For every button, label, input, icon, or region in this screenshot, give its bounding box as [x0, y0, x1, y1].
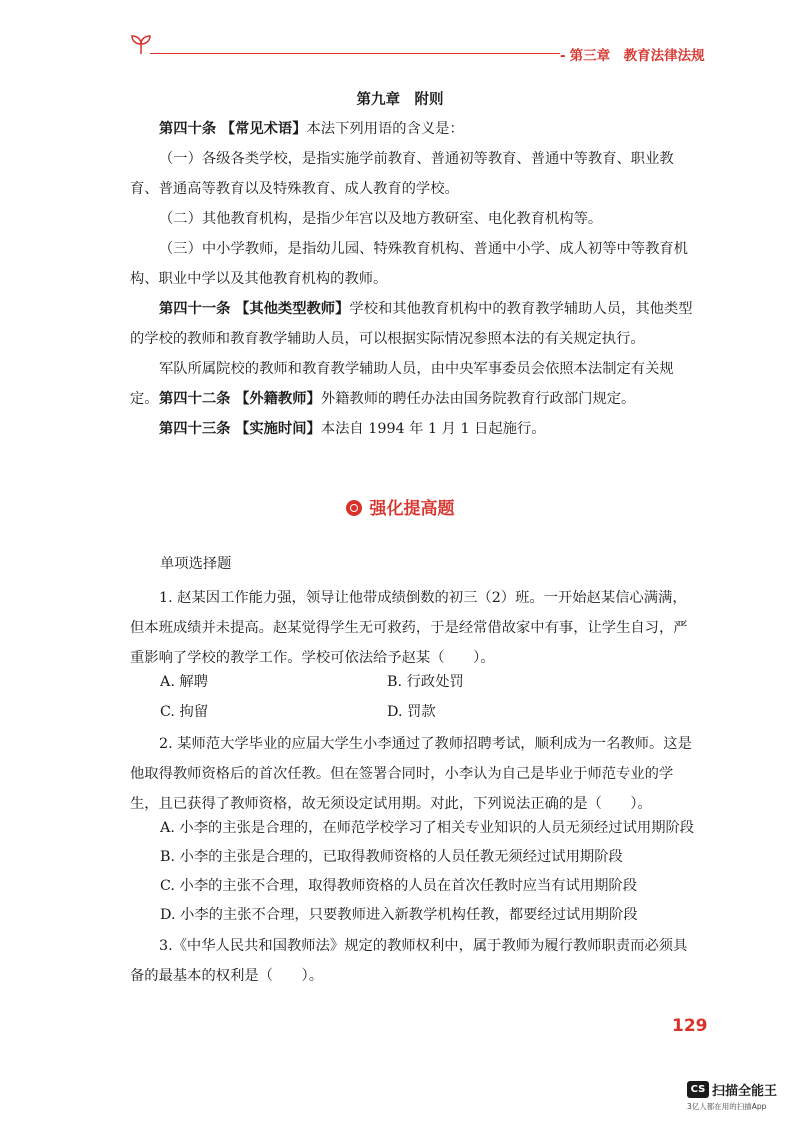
- article-number: 第四十二条: [159, 391, 231, 407]
- header-chapter-label: 第三章 教育法律法规: [569, 48, 705, 64]
- q2-option-d: D. 小李的主张不合理，只要教师进入新教学机构任教，都要经过试用期阶段: [160, 907, 638, 923]
- target-icon: [346, 500, 362, 516]
- chapter-title: 第九章 附则: [356, 92, 444, 108]
- q2-option-c: C. 小李的主张不合理，取得教师资格的人员在首次任教时应当有试用期阶段: [160, 878, 638, 894]
- q2-option-a: A. 小李的主张是合理的，在师范学校学习了相关专业知识的人员无须经过试用期阶段: [160, 820, 695, 836]
- article-40-item-2: （二）其他教育机构，是指少年宫以及地方教研室、电化教育机构等。: [159, 211, 603, 227]
- article-40-item-1: （一）各级各类学校，是指实施学前教育、普通初等教育、普通中等教育、职业教育、普通高等教育以及特殊教育、成人教育的学校。: [130, 151, 674, 197]
- q1-option-c: C. 拘留: [160, 704, 209, 720]
- section-heading: [0, 494, 800, 519]
- question-3-stem: 3.《中华人民共和国教师法》规定的教师权利中，属于教师为履行教师职责而必须具备的最基本的权利是（ ）。: [130, 938, 688, 984]
- header-dash: -: [560, 48, 566, 64]
- watermark-app-name: 扫描全能王: [712, 1084, 778, 1099]
- article-title: 【常见术语】: [220, 121, 307, 137]
- question-2-stem: 2. 某师范大学毕业的应届大学生小李通过了教师招聘考试，顺利成为一名教师。这是他取得教师资格后的首次任教。但在签署合同时，小李认为自己是毕业于师范专业的学生，且已获得了教师资格，故无须设定试用期。对此，下列说法正确的是（ ）。: [130, 736, 692, 812]
- header-rule: [150, 53, 560, 54]
- article-42: [130, 384, 700, 414]
- article-number: 第四十条: [159, 121, 217, 137]
- article-number: 第四十一条: [159, 301, 231, 317]
- article-text: 本法下列用语的含义是：: [306, 121, 464, 137]
- page-number: 129: [672, 1016, 708, 1036]
- article-40-item-3: （三）中小学教师，是指幼儿园、特殊教育机构、普通中小学、成人初等中等教育机构、职业中学以及其他教育机构的教师。: [130, 241, 688, 287]
- article-text: 外籍教师的聘任办法由国务院教育行政部门规定。: [320, 391, 636, 407]
- question-1-stem: 1. 赵某因工作能力强，领导让他带成绩倒数的初三（2）班。一开始赵某信心满满，但本班成绩并未提高。赵某觉得学生无可救药，于是经常借故家中有事，让学生自习，严重影响了学校的教学工作。学校可依法给予赵某（ ）。: [130, 590, 688, 666]
- article-number: 第四十三条: [159, 421, 231, 437]
- article-title: 【外籍教师】: [235, 391, 321, 407]
- article-43: [130, 414, 700, 444]
- question-type-label: 单项选择题: [160, 556, 232, 572]
- q1-option-a: A. 解聘: [160, 674, 209, 690]
- q1-option-b: B. 行政处罚: [387, 674, 464, 690]
- camscanner-logo-icon: CS: [687, 1081, 709, 1098]
- article-title: 【实施时间】: [235, 421, 321, 437]
- article-40: [130, 114, 700, 144]
- article-text: 学校和其他教育机构中的教育教学辅助人员，其他类型的学校的教师和教育教学辅助人员，可以根据实际情况参照本法的有关规定执行。: [130, 301, 693, 347]
- article-41-extra: 军队所属院校的教师和教育教学辅助人员，由中央军事委员会依照本法制定有关规定。: [130, 361, 674, 407]
- q2-option-b: B. 小李的主张是合理的，已取得教师资格的人员任教无须经过试用期阶段: [160, 849, 623, 865]
- q1-option-d: D. 罚款: [387, 704, 436, 720]
- header-chapter-title: [560, 44, 705, 64]
- watermark-tagline: 3亿人都在用的扫描App: [687, 1102, 767, 1111]
- article-41: [130, 294, 700, 354]
- article-title: 【其他类型教师】: [235, 301, 350, 317]
- section-heading-label: 强化提高题: [369, 499, 455, 519]
- article-text: 本法自 1994 年 1 月 1 日起施行。: [320, 421, 546, 437]
